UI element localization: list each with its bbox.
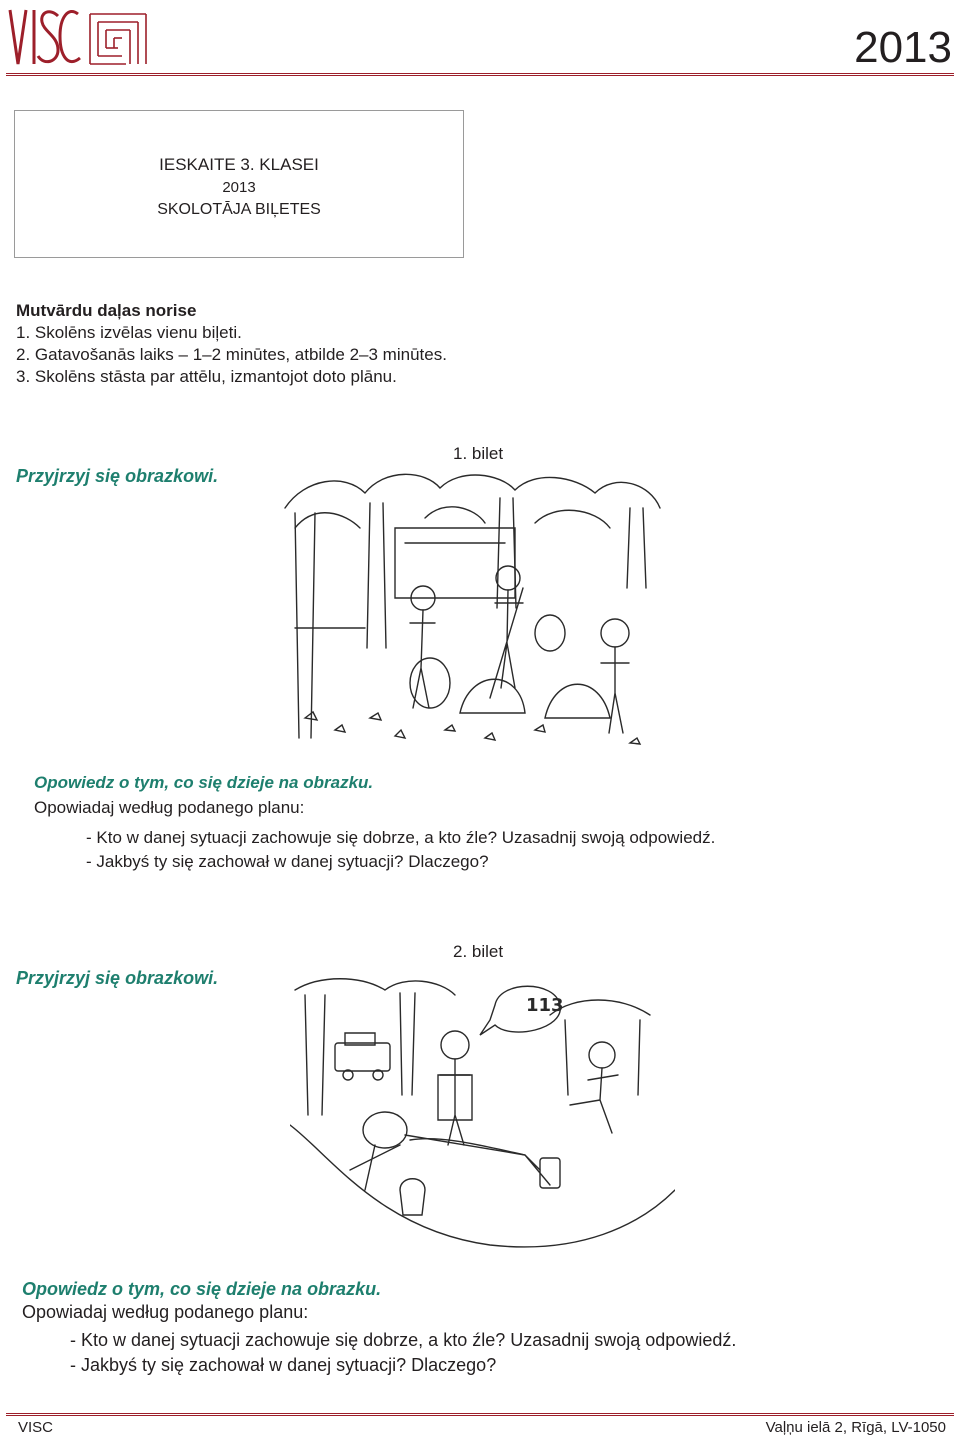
ticket2-illustration <box>290 975 675 1253</box>
visc-logo <box>6 6 156 70</box>
instructions-heading: Mutvārdu daļas norise <box>16 301 197 320</box>
header-divider <box>6 73 954 76</box>
ticket2-plan-item: - Jakbyś ty się zachował w danej sytuacji? Dlaczego? <box>70 1355 497 1375</box>
ticket2-look-prompt: Przyjrzyj się obrazkowi. <box>16 968 219 988</box>
title-box <box>14 110 464 258</box>
instruction-item: 1. Skolēns izvēlas vienu biļeti. <box>16 323 242 342</box>
ticket2-label: 2. bilet <box>453 942 504 961</box>
ticket1-label: 1. bilet <box>453 444 504 463</box>
instruction-item: 2. Gatavošanās laiks – 1–2 minūtes, atbilde 2–3 minūtes. <box>16 345 447 364</box>
footer-left: VISC <box>18 1419 54 1436</box>
ticket2-question-heading: Opowiedz o tym, co się dzieje na obrazku. <box>22 1279 382 1299</box>
ticket1-plan-item: - Kto w danej sytuacji zachowuje się dobrze, a kto źle? Uzasadnij swoją odpowiedź. <box>86 828 716 847</box>
ticket2-plan-item: - Kto w danej sytuacji zachowuje się dobrze, a kto źle? Uzasadnij swoją odpowiedź. <box>70 1330 737 1350</box>
title-line-1: IESKAITE 3. KLASEI <box>159 155 319 174</box>
footer-address: Vaļņu ielā 2, Rīgā, LV-1050 <box>765 1419 946 1436</box>
ticket1-illustration <box>275 468 665 753</box>
ticket2-plan-intro: Opowiadaj według podanego planu: <box>22 1302 309 1322</box>
header-year: 2013 <box>854 23 952 72</box>
ticket1-look-prompt: Przyjrzyj się obrazkowi. <box>16 466 219 486</box>
title-line-3: SKOLOTĀJA BIĻETES <box>157 201 321 218</box>
speech-bubble-number: 113 <box>526 995 564 1016</box>
ticket1-plan-item: - Jakbyś ty się zachował w danej sytuacji? Dlaczego? <box>86 852 489 871</box>
instruction-item: 3. Skolēns stāsta par attēlu, izmantojot doto plānu. <box>16 367 397 386</box>
footer-divider <box>6 1413 954 1416</box>
instructions <box>16 300 447 388</box>
ticket1-question-heading: Opowiedz o tym, co się dzieje na obrazku. <box>34 773 374 792</box>
ticket1-plan-intro: Opowiadaj według podanego planu: <box>34 798 305 817</box>
title-line-2: 2013 <box>222 179 256 196</box>
